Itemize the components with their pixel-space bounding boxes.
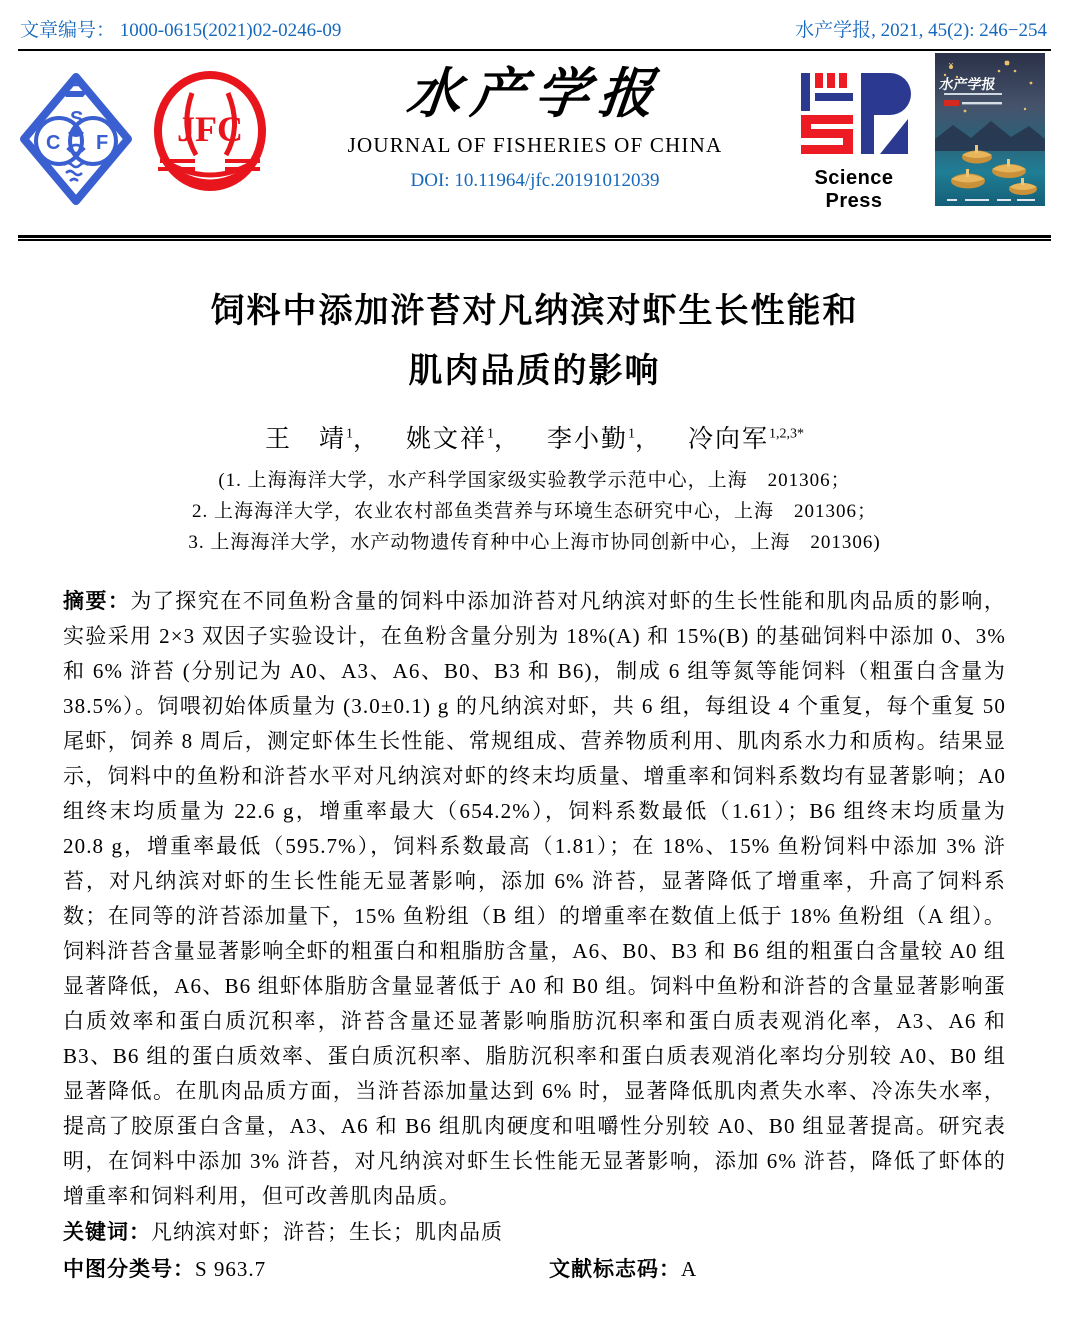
affiliation-line: 2. 上海海洋大学，农业农村部鱼类营养与环境生态研究中心，上海 201306； xyxy=(191,501,877,522)
doi-text: DOI: 10.11964/jfc.20191012039 xyxy=(410,170,660,191)
csf-letter-f: F xyxy=(96,132,109,154)
author-name: 姚文祥 xyxy=(405,426,487,453)
author-name: 李小勤 xyxy=(547,426,629,453)
doc-code-label: 文献标志码： xyxy=(549,1258,681,1281)
author-line xyxy=(0,419,1069,455)
article-title-line2: 肌肉品质的影响 xyxy=(408,352,661,390)
abstract-text: 为了探究在不同鱼粉含量的饲料中添加浒苔对凡纳滨对虾的生长性能和肌肉品质的影响，实验采用 2×3 双因子实验设计，在鱼粉含量分别为 18%(A) 和 15%(B) 的基础饲料中添加 0、3% 和 6% 浒苔 (分别记为 A0、A3、A6、B0、B3 和 B6)，制成 6 组等氮等能饲料（粗蛋白含量为 38.5%）。饲喂初始体质量为 (3.0±0.1) g 的凡纳滨对虾，共 6 组，每组设 4 个重复，每个重复 50 尾虾，饲养 8 周后，测定虾体生长性能、常规组成、营养物质利用、肌肉系水力和质构。结果显示，饲料中的鱼粉和浒苔水平对凡纳滨对虾的终末均质量、增重率和饲料系数均有显著影响；A0 组终末均质量为 22.6 g，增重率最大（654.2%），饲料系数最低（1.61）；B6 组终末均质量为 20.8 g，增重率最低（595.7%），饲料系数最高（1.81）；在 18%、15% 鱼粉饲料中添加 3% 浒苔，对凡纳滨对虾的生长性能无显著影响，添加 6% 浒苔，显著降低了增重率，升高了饲料系数；在同等的浒苔添加量下，15% 鱼粉组（B 组）的增重率在数值上低于 18% 鱼粉组（A 组）。饲料浒苔含量显著影响全虾的粗蛋白和粗脂肪含量，A6、B0、B3 和 B6 组的粗蛋白含量较 A0 组显著降低，A6、B6 组虾体脂肪含量显著低于 A0 和 B0 组。饲料中鱼粉和浒苔的含量显著影响蛋白质效率和蛋白质沉积率，浒苔含量还显著影响脂肪沉积率和蛋白质表观消化率，A3、A6 和 B3、B6 组的蛋白质效率、蛋白质沉积率、脂肪沉积率和蛋白质表观消化率均分别较 A0、B0 组显著降低。在肌肉品质方面，当浒苔添加量达到 6% 时，显著降低肌肉煮失水率、冷冻失水率，提高了胶原蛋白含量，A3、A6 和 B6 组肌肉硬度和咀嚼性分别较 A0、B0 组显著提高。研究表明，在饲料中添加 3% 浒苔，对凡纳滨对虾生长性能无显著影响，添加 6% 浒苔，降低了虾体的增重率和饲料利用，但可改善肌肉品质。 xyxy=(63,589,1006,1208)
affiliation-line: (1. 上海海洋大学，水产科学国家级实验教学示范中心，上海 201306； xyxy=(218,470,851,491)
article-title xyxy=(0,281,1069,401)
masthead-divider xyxy=(18,235,1051,241)
classification-line xyxy=(63,1252,1006,1287)
journal-name-calligraphy: 水产学报 xyxy=(403,64,667,124)
journal-cover-image xyxy=(935,53,1045,206)
masthead-center xyxy=(320,55,750,192)
science-press-logo-icon xyxy=(795,71,913,157)
article-number-value: 1000-0615(2021)02-0246-09 xyxy=(119,20,342,41)
author xyxy=(406,426,494,453)
journal-citation: 水产学报, 2021, 45(2): 246−254 xyxy=(795,20,1047,41)
science-press-block xyxy=(786,71,922,213)
author-separator: ， xyxy=(635,426,663,453)
csf-letter-s: S xyxy=(70,108,84,130)
cover-title-text: 水产学报 xyxy=(938,76,997,92)
journal-name-english: JOURNAL OF FISHERIES OF CHINA xyxy=(347,133,723,157)
author xyxy=(265,426,353,453)
author-separator: ， xyxy=(352,426,380,453)
author-superscript: 1 xyxy=(628,426,636,442)
author-separator: ， xyxy=(493,426,521,453)
author-superscript: 1 xyxy=(345,426,353,442)
affiliation-line: 3. 上海海洋大学，水产动物遗传育种中心上海市协同创新中心，上海 201306) xyxy=(188,532,881,553)
author-superscript: 1 xyxy=(486,426,494,442)
jfc-journal-logo-icon xyxy=(150,67,270,203)
jfc-letters: JFC xyxy=(177,109,243,149)
keywords-text: 凡纳滨对虾；浒苔；生长；肌肉品质 xyxy=(151,1220,503,1244)
author-name: 王 靖 xyxy=(264,426,346,453)
page-header xyxy=(0,0,1069,49)
csf-letter-c: C xyxy=(46,132,61,154)
author xyxy=(688,426,804,453)
author-name: 冷向军 xyxy=(688,426,770,453)
doc-code-value: A xyxy=(681,1257,698,1281)
clc-entry xyxy=(63,1252,549,1287)
csf-society-logo-icon xyxy=(16,61,136,209)
article-title-line1: 饲料中添加浒苔对凡纳滨对虾生长性能和 xyxy=(210,292,859,330)
science-press-label: Science Press xyxy=(814,167,894,212)
article-number xyxy=(20,15,341,42)
clc-value: S 963.7 xyxy=(195,1257,267,1281)
masthead xyxy=(0,51,1069,227)
author xyxy=(547,426,635,453)
abstract-paragraph xyxy=(63,584,1006,1214)
author-superscript: 1,2,3* xyxy=(769,426,805,442)
doc-code-entry xyxy=(549,1252,697,1287)
abstract-label: 摘要： xyxy=(63,590,131,613)
article-number-label: 文章编号： xyxy=(20,20,116,41)
clc-label: 中图分类号： xyxy=(63,1258,195,1281)
affiliations xyxy=(0,465,1069,558)
keywords-line xyxy=(63,1215,1006,1250)
keywords-label: 关键词： xyxy=(63,1221,151,1244)
